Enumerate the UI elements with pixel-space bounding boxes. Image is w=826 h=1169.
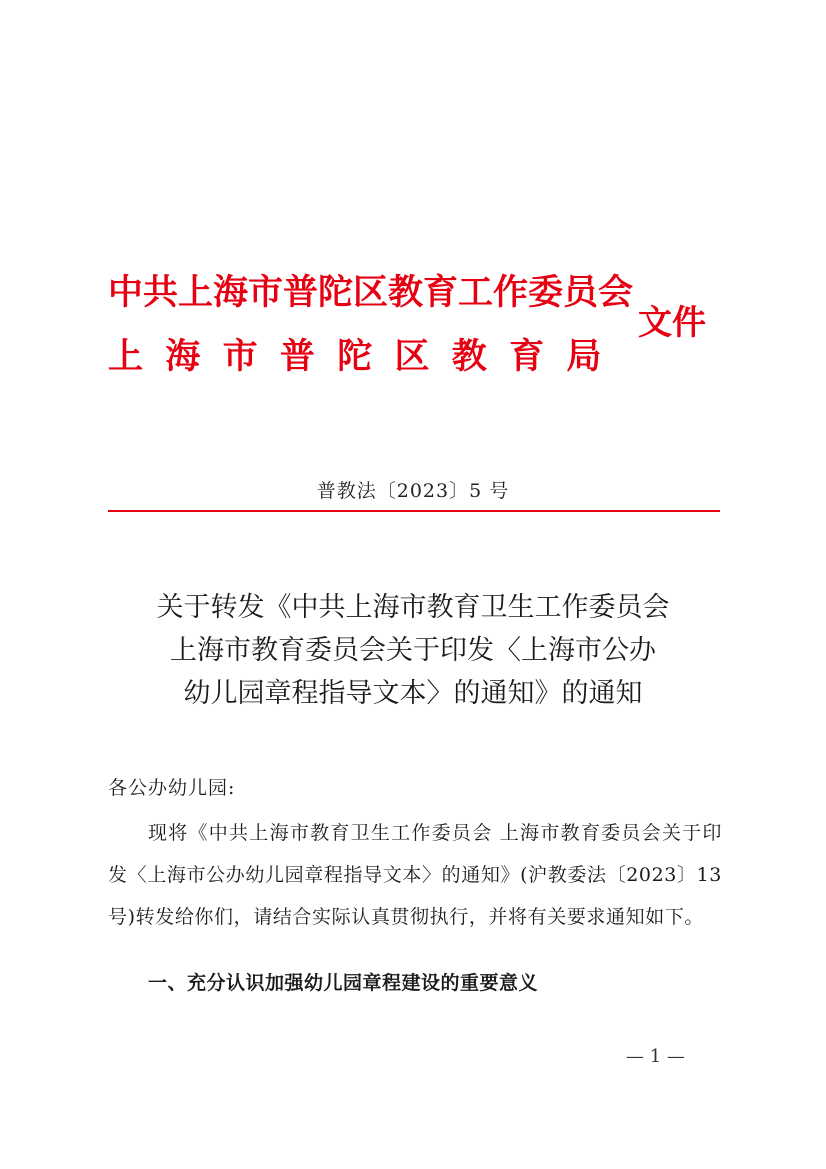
issuing-org-line-1: 中共上海市普陀区教育工作委员会 xyxy=(108,273,634,313)
document-number: 普教法〔2023〕5 号 xyxy=(316,480,510,502)
section-heading-1: 一、充分认识加强幼儿园章程建设的重要意义 xyxy=(148,972,539,994)
title-line-3: 幼儿园章程指导文本〉的通知》的通知 xyxy=(183,678,643,709)
salutation: 各公办幼儿园: xyxy=(108,777,236,799)
issuing-org-line-2: 上海市普陀区教育局 xyxy=(108,337,624,377)
document-title xyxy=(0,586,826,715)
body-paragraph: 现将《中共上海市教育卫生工作委员会 上海市教育委员会关于印发〈上海市公办幼儿园章程指导文本〉的通知》(沪教委法〔2023〕13 号)转发给你们，请结合实际认真贯彻执行，并将有关要求通知如下。 xyxy=(108,822,722,928)
red-divider-line xyxy=(108,510,720,512)
title-line-1: 关于转发《中共上海市教育卫生工作委员会 xyxy=(156,592,670,623)
page-number: — 1 — xyxy=(626,1046,685,1067)
title-line-2: 上海市教育委员会关于印发〈上海市公办 xyxy=(170,635,656,666)
file-label: 文件 xyxy=(638,303,706,343)
